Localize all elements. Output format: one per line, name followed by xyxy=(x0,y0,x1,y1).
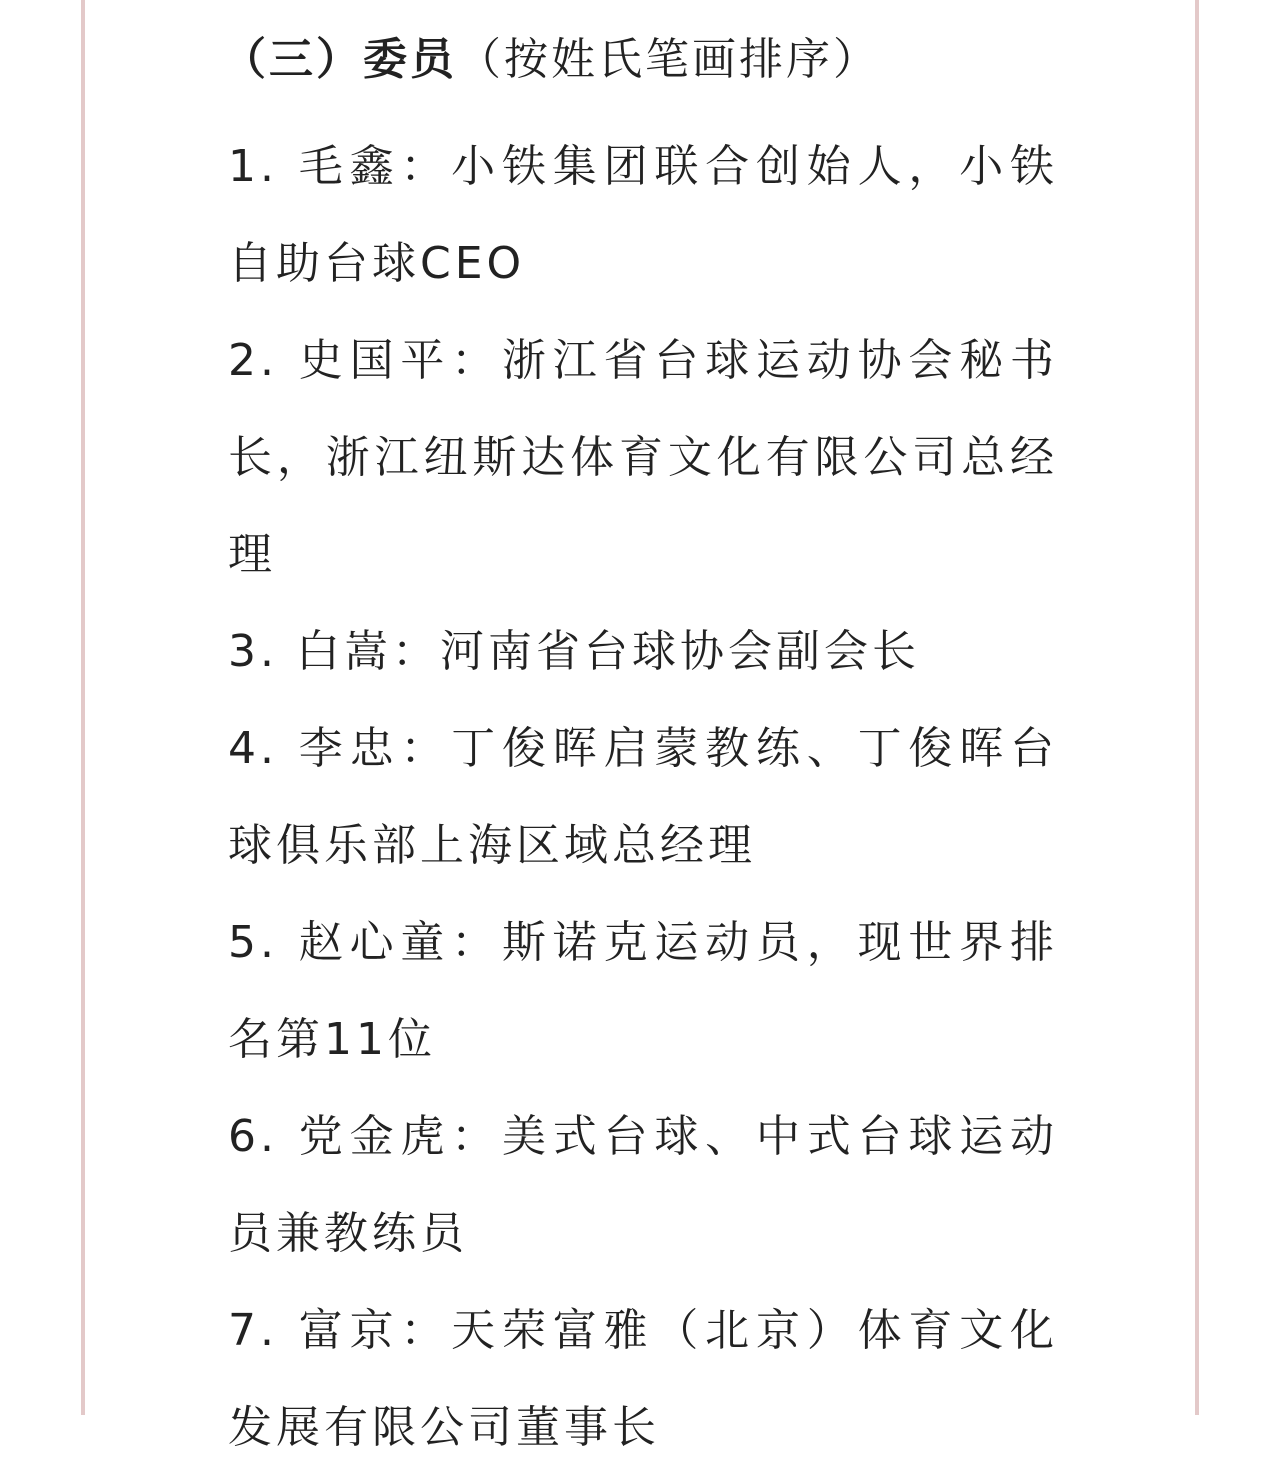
member-item-7: 7. 富京：天荣富雅（北京）体育文化发展有限公司董事长 xyxy=(228,1305,1058,1453)
left-border-line xyxy=(81,0,85,1415)
section-heading xyxy=(222,22,1058,98)
member-item-2: 2. 史国平：浙江省台球运动协会秘书长，浙江纽斯达体育文化有限公司总经理 xyxy=(228,335,1058,580)
member-item-4: 4. 李忠：丁俊晖启蒙教练、丁俊晖台球俱乐部上海区域总经理 xyxy=(228,723,1058,871)
member-item-5: 5. 赵心童：斯诺克运动员，现世界排名第11位 xyxy=(228,917,1058,1065)
member-item-1: 1. 毛鑫：小铁集团联合创始人，小铁自助台球CEO xyxy=(228,141,1058,289)
section-heading-note: （按姓氏笔画排序） xyxy=(457,34,880,85)
member-item-6: 6. 党金虎：美式台球、中式台球运动员兼教练员 xyxy=(228,1111,1058,1259)
member-item-3: 3. 白嵩：河南省台球协会副会长 xyxy=(228,626,920,677)
section-heading-title: （三）委员 xyxy=(222,34,457,85)
right-border-line xyxy=(1195,0,1199,1415)
article-content xyxy=(222,22,1058,1476)
